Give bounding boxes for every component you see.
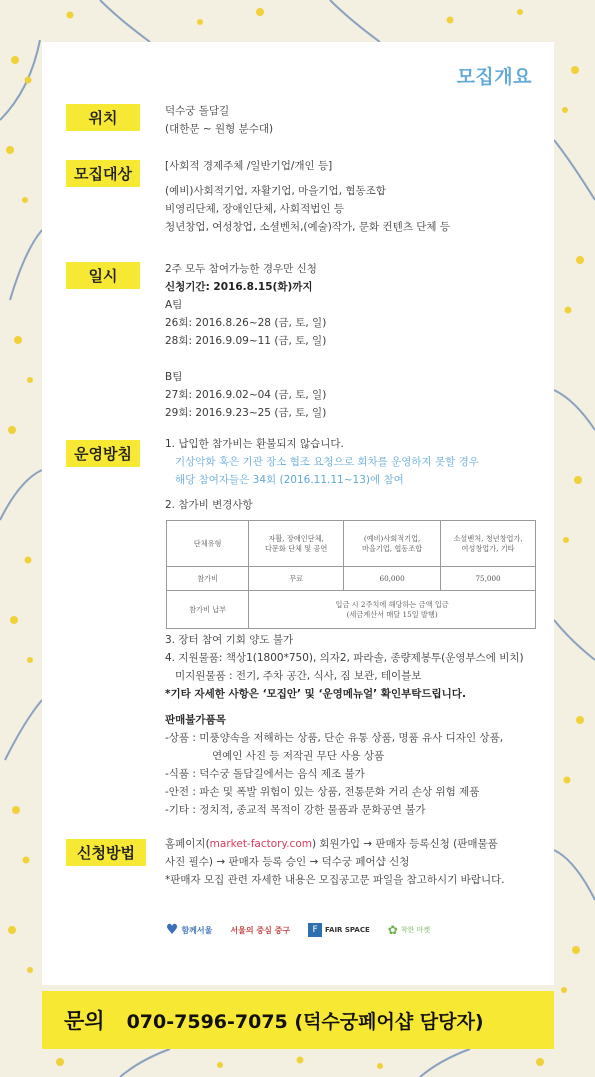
- logo-junggu: 서울의 중심 중구: [230, 925, 291, 935]
- recruitment-card: [42, 42, 554, 985]
- logo-fairspace: F FAIR SPACE: [308, 923, 370, 937]
- fee-header-2: (예비)사회적기업, 마을기업, 협동조합: [344, 521, 441, 567]
- contact-bar: [42, 991, 554, 1049]
- target-text: [사회적 경제주체 /일반기업/개인 등] (예비)사회적기업, 자활기업, 마을기업, 협동조합 비영리단체, 장애인단체, 사회적법인 등 청년창업, 여성창업, 소셜벤처,(예술)작가, 문화 컨텐츠 단체 등: [165, 160, 451, 233]
- partner-logos: [42, 912, 554, 948]
- card-title: 모집개요: [456, 66, 532, 88]
- fee-row-label: 참가비: [167, 567, 249, 591]
- label-apply: 신청방법: [66, 839, 146, 866]
- label-location: 위치: [66, 104, 140, 131]
- fee-value-2: 60,000: [344, 567, 441, 591]
- homepage-link[interactable]: market-factory.com: [209, 838, 312, 850]
- leaf-icon: ✿: [387, 923, 398, 937]
- payment-row-label: 참가비 납부: [167, 591, 249, 629]
- heart-icon: ♥: [165, 922, 179, 938]
- fee-header-1: 자활, 장애인단체, 다문화 단체 및 공연: [249, 521, 344, 567]
- fee-value-3: 75,000: [441, 567, 536, 591]
- policy-text-top: 1. 납입한 참가비는 환불되지 않습니다. 기상악화 혹은 기관 장소 협조 요청으로 회차를 운영하지 못할 경우 해당 참여자들은 34회 (2016.11.11~13)에 참여 2. 참가비 변경사항: [165, 438, 479, 511]
- fee-header-type: 단체유형: [167, 521, 249, 567]
- label-target: 모집대상: [66, 160, 140, 187]
- fee-value-1: 무료: [249, 567, 344, 591]
- fee-header-3: 소셜벤처, 청년창업가, 여성창업가, 기타: [441, 521, 536, 567]
- policy-text-bottom: 3. 장터 참여 기회 양도 불가 4. 지원물품: 책상1(1800*750), 의자2, 파라솔, 종량제봉투(운영부스에 비치) 미지원물품 : 전기, 주차 공간, 식사, 짐 보관, 테이블보 *기타 자세한 사항은 ‘모집안’ 및 ‘운영메뉴얼’ 확인부탁드립니다. 판매불가품목 -상품 : 미풍양속을 저해하는 상품, 단순 유통 상품, 명품 유사 디자인 상품, 연예인 사진 등 저작권 무단 사용 상품 -식품 : 덕수궁 돌담길에서는 음식 제조 불가 -안전 : 파손 및 폭발 위험이 있는 상품, 전통문화 거리 손상 위험 제품 -기타 : 정치적, 종교적 목적이 강한 물품과 문화공연 불가: [165, 634, 524, 816]
- location-text: 덕수궁 돌담길 (대한문 ~ 원형 분수대): [165, 105, 274, 135]
- contact-label: 문의: [64, 1009, 105, 1033]
- schedule-text: 2주 모두 참여가능한 경우만 신청 신청기간: 2016.8.15(화)까지 A팀 26회: 2016.8.26~28 (금, 토, 일) 28회: 2016.9.09~11 (금, 토, 일) B팀 27회: 2016.9.02~04 (금, 토, 일) 29회: 2016.9.23~25 (금, 토, 일): [165, 263, 327, 419]
- label-schedule: 일시: [66, 262, 140, 289]
- fairspace-mark-icon: F: [308, 923, 322, 937]
- fee-table: [166, 520, 536, 629]
- logo-seoul: ♥ 함께서울: [165, 922, 213, 938]
- label-policy: 운영방침: [66, 440, 140, 467]
- logo-market: ✿ 착한 마켓: [387, 923, 431, 937]
- payment-note: 입금 시 2주치에 해당하는 금액 입금 (세금계산서 매달 15일 발행): [249, 591, 536, 629]
- apply-text: 홈페이지(market-factory.com) 회원가입 → 판매자 등록신청 (판매물품 사진 필수) → 판매자 등록 승인 → 덕수궁 페어샵 신청 *판매자 모집 관련 자세한 내용은 모집공고문 파일을 참고하시기 바랍니다.: [165, 838, 505, 886]
- contact-phone[interactable]: 070-7596-7075 (덕수궁페어샵 담당자): [126, 1010, 484, 1033]
